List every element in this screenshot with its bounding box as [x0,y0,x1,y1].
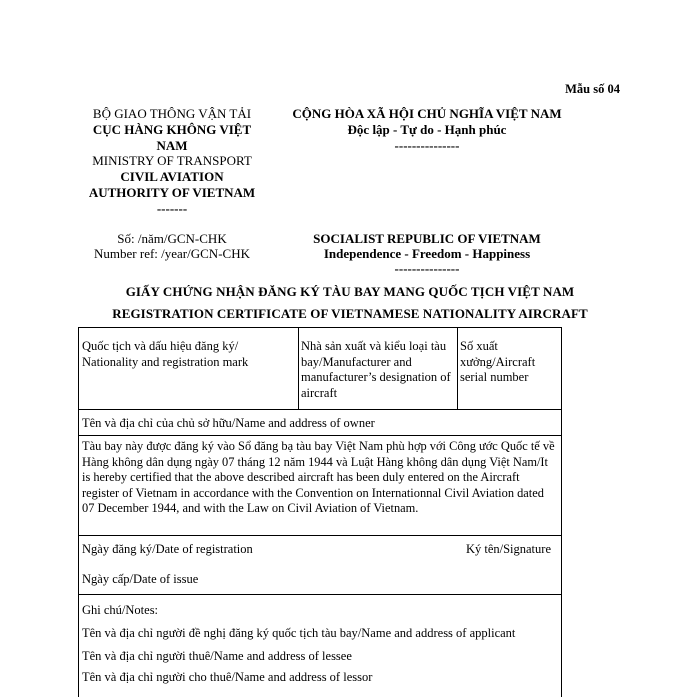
lessee-row: Tên và địa chỉ người thuê/Name and address of lessee [82,649,352,663]
registration-statement: Tàu bay này được đăng ký vào Sổ đăng bạ tàu bay Việt Nam phù hợp với Công ước Quốc tế về Hàng không dân dụng ngày 07 tháng 12 năm 1944 và Luật Hàng không dân dụng Việt Nam/It is hereby certified that the above described aircraft has been duly entered on the Aircraft register of Vietnam in accordance with the Convention on Internationnal Civil Aviation dated 07 December 1944, and with the Law on Civil Aviation of Vietnam. [82,439,555,516]
issuer-header [80,106,264,217]
republic-divider-en: --------------- [394,261,460,276]
signature-label: Ký tên/Signature [465,542,551,556]
republic-motto-en: Independence - Freedom - Happiness [323,246,531,261]
manufacturer-cell: Nhà sản xuất và kiểu loại tàu bay/Manufacturer and manufacturer’s designation of aircraft [301,339,451,400]
certificate-title-vn: GIẤY CHỨNG NHẬN ĐĂNG KÝ TÀU BAY MANG QUỐC TỊCH VIỆT NAM [125,284,575,299]
nationality-mark-cell: Quốc tịch và dấu hiệu đăng ký/ Nationality and registration mark [82,339,249,369]
authority-en: CIVIL AVIATION AUTHORITY OF VIETNAM [88,169,256,200]
certificate-table [78,327,562,697]
notes-label: Ghi chú/Notes: [82,603,159,617]
applicant-row: Tên và địa chỉ người đề nghị đăng ký quốc tịch tàu bay/Name and address of applicant [82,626,516,640]
column-divider [457,328,458,409]
registration-date-row: Ngày đăng ký/Date of registration [82,542,253,556]
ref-vn: Số: /năm/GCN-CHK [117,231,227,246]
certificate-title-en: REGISTRATION CERTIFICATE OF VIETNAMESE NATIONALITY AIRCRAFT [112,306,588,321]
issuer-divider: ------- [156,200,188,216]
row-divider [79,594,561,595]
issue-date-row: Ngày cấp/Date of issue [82,572,199,586]
form-number: Mẫu số 04 [565,82,620,96]
republic-name-en: SOCIALIST REPUBLIC OF VIETNAM [313,231,541,246]
owner-row: Tên và địa chỉ của chủ sở hữu/Name and address of owner [82,416,375,430]
row-divider [79,409,561,410]
row-divider [79,535,561,536]
row-divider [79,435,561,436]
serial-number-cell: Số xuất xưởng/Aircraft serial number [460,339,536,385]
republic-name-vn: CỘNG HÒA XÃ HỘI CHỦ NGHĨA VIỆT NAM [292,106,562,121]
ministry-en: MINISTRY OF TRANSPORT [92,153,252,169]
authority-vn: CỤC HÀNG KHÔNG VIỆT NAM [92,121,252,153]
republic-divider-vn: --------------- [394,138,460,153]
republic-motto-vn: Độc lập - Tự do - Hạnh phúc [347,122,507,137]
ministry-vn: BỘ GIAO THÔNG VẬN TẢI [92,106,252,121]
column-divider [298,328,299,409]
republic-header-en [278,231,576,276]
ref-en: Number ref: /year/GCN-CHK [94,246,250,261]
reference-number [80,231,264,261]
lessor-row: Tên và địa chỉ người cho thuê/Name and address of lessor [82,670,373,684]
republic-header [278,106,576,154]
